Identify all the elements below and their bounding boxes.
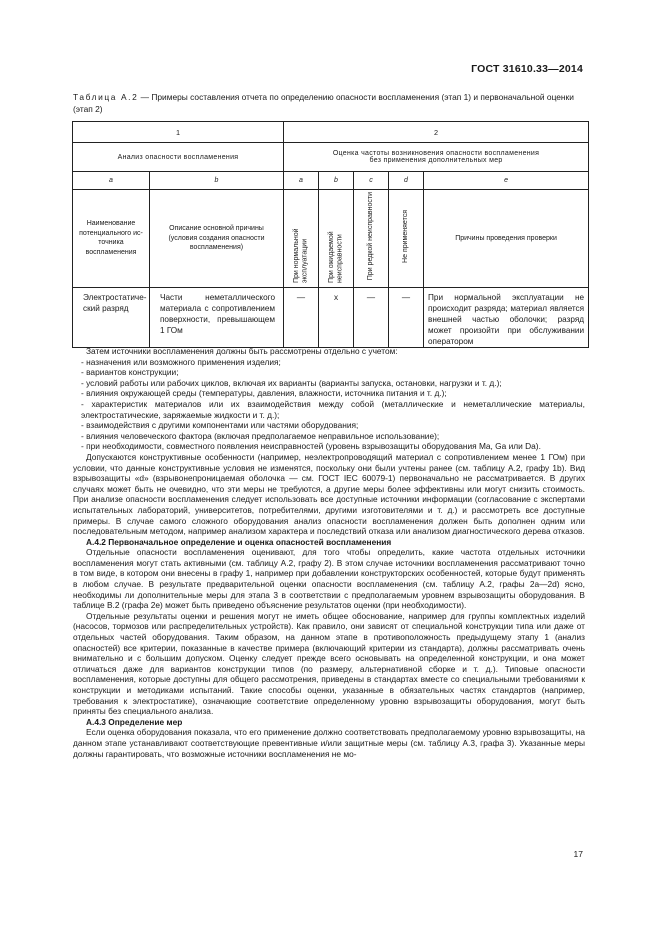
head-description: Описание основной причины (условия создания опасности воспламенения): [150, 190, 284, 288]
head-expected-fault: При ожидаемой неисправности: [319, 190, 354, 288]
page-number: 17: [573, 849, 583, 859]
col-number-2: 2: [284, 122, 589, 143]
group-header-evaluation: [284, 143, 589, 172]
head-normal-operation: При нормальной эксплуатации: [284, 190, 319, 288]
table-row: [73, 172, 589, 190]
list-item: - влияния человеческого фактора (включая предполагаемое неправильное использование);: [81, 430, 440, 441]
table-row: [73, 287, 589, 347]
col-number-1: 1: [73, 122, 284, 143]
head-rare-fault: При редкой неисправности: [354, 190, 389, 288]
letter-cell: e: [424, 172, 589, 190]
group-header-evaluation-line1: Оценка частоты возникновения опасности воспламенения: [332, 150, 540, 157]
paragraph: Если оценка оборудования показала, что его применение должно соответствовать предполагаемому уровню взрывозащиты, на данном этапе устанавливают соответствующие превентивные и/или защитные меры (см. таблицу А.3, графа 3). Указанные меры должны гарантировать, что возможные источники воспламенения не мо-: [73, 727, 585, 759]
cell-description: Части неметаллического материала с сопротивлением поверхности, превышающем 1 ГОм: [150, 287, 284, 347]
list-item: - назначения или возможного применения изделия;: [81, 356, 281, 367]
group-header-evaluation-line2: без применения дополнительных мер: [369, 157, 503, 164]
letter-cell: a: [73, 172, 150, 190]
head-name: Наименование потенциального источника воспламенения: [73, 190, 150, 288]
list-item: - влияния окружающей среды (температуры, давления, влажности, источника питания и т. д.);: [81, 388, 447, 399]
paragraph: Отдельные результаты оценки и решения могут не иметь общее обоснование, например для группы комплектных изделий (насосов, тормозов или распределительных устройств). Как правило, они зависят от специальной конструкции типа или даже от отдельных частей оборудования. Таким образом, на данном этапе в противоположность предыдущему этапу 1 (анализ опасностей) все критерии, показанные в качестве примера (включающий критерии из стандарта), должны рассматривать очень внимательно и с большим допуском. Оценку следует прежде всего основывать на определенной конструкции, и она может отличаться даже для вариантов конструкции типов (по размеру, альтернативной сборке и т. д.). Типовые опасности воспламенения, которые доступны для общего рассмотрения, приведены в стандартах вместе со специальными требованиями к конструкции и методиками испытаний. Такие способы оценки, указанные в обязательных частях стандартов (например, требования к электростатике), означающие соответствие определенному уровню взрывозащиты оборудования, могут быть приняты без специального анализа.: [73, 610, 585, 717]
list-item: - характеристик материалов или их взаимодействия между собой (металлические и неметаллические материалы, электростатические, заряжаемые жидкости и т. д.);: [81, 398, 585, 420]
list-item: - при необходимости, совместного появления неисправностей (уровень взрывозащиты оборудования Ma, Ga или Da).: [81, 441, 541, 452]
cell-reason: При нормальной эксплуатации не происходит разряда; материал является внешней частью оболочки; разряд может произойти при обслуживании оператором: [424, 287, 589, 347]
table-caption: [73, 91, 585, 115]
list-item: - вариантов конструкции;: [81, 367, 179, 378]
table-row: [73, 122, 589, 143]
letter-cell: d: [389, 172, 424, 190]
letter-cell: a: [284, 172, 319, 190]
cell-source-name: Электростатический разряд: [73, 287, 150, 347]
section-heading: А.4.2 Первоначальное определение и оценка опасностей воспламенения: [86, 536, 392, 547]
cell-a: —: [284, 287, 319, 347]
table-row: [73, 143, 589, 172]
document-header: ГОСТ 31610.33—2014: [471, 63, 583, 75]
head-not-applicable: Не применяется: [389, 190, 424, 288]
body-text: [73, 346, 585, 759]
paragraph: Затем источники воспламенения должны быть рассмотрены отдельно с учетом:: [86, 346, 398, 356]
letter-cell: b: [150, 172, 284, 190]
paragraph: Допускаются конструктивные особенности (например, неэлектропроводящий материал с сопротивлением менее 1 ГОм) при условии, что данные конструктивные условия не изменятся, поскольку они были учтены ранее (см. таблицу А.2, графу 1b). Вид взрывозащиты «d» (взрывонепроницаемая оболочка — см. ГОСТ IEC 60079-1) первоначально не рассматривается. В других случаях может быть не очевидно, что эти меры не требуются, а другие меры более эффективны или могут снизить стоимость. При анализе опасности воспламенения следует использовать все доступные источники информации (согласование с экспертами испытательных лабораторий, университетов, потребителями, другими изготовителями и т. д.) и рассмотреть все доступные примеры. В случае самого сложного оборудования анализ опасности воспламенения должен быть дополнен одним или последовательным методом, например анализом характера и последствий отказа или анализом диагностического дерева отказов.: [73, 451, 585, 537]
cell-d: —: [389, 287, 424, 347]
table-caption-label: Таблица А.2: [73, 92, 139, 102]
table-row: [73, 190, 589, 288]
table-caption-text: — Примеры составления отчета по определению опасности воспламенения (этап 1) и первоначальной оценки (этап 2): [73, 92, 574, 114]
cell-b: x: [319, 287, 354, 347]
letter-cell: b: [319, 172, 354, 190]
hazard-table: [72, 121, 589, 348]
cell-c: —: [354, 287, 389, 347]
head-reasons: Причины проведения проверки: [424, 190, 589, 288]
list-item: - условий работы или рабочих циклов, включая их варианты (варианты запуска, остановки, нагрузки и т. д.);: [81, 377, 502, 388]
letter-cell: c: [354, 172, 389, 190]
list-item: - взаимодействия с другими компонентами или частями оборудования;: [81, 420, 359, 431]
section-heading: А.4.3 Определение мер: [86, 716, 183, 727]
group-header-analysis: Анализ опасности воспламенения: [73, 143, 284, 172]
paragraph: Отдельные опасности воспламенения оценивают, для того чтобы определить, какие частота отдельных источники воспламенения могут стать активными (см. таблицу А.2, графу 2). В этом случае источники воспламенения рассматривают точно в том виде, в котором они внесены в графу 1, например при добавлении конструкторских особенностей, которые будут применять в любом случае. В результате предварительной оценки опасности воспламенения (см. таблицу А.2, графы 2a—2d) ясно, необходимы ли дополнительные меры для этапа 3 в соответствии с предполагаемым уровнем взрывозащиты оборудования. В таблице В.2 (графа 2e) может быть приведено объяснение результатов оценки (при необходимости).: [73, 547, 585, 611]
